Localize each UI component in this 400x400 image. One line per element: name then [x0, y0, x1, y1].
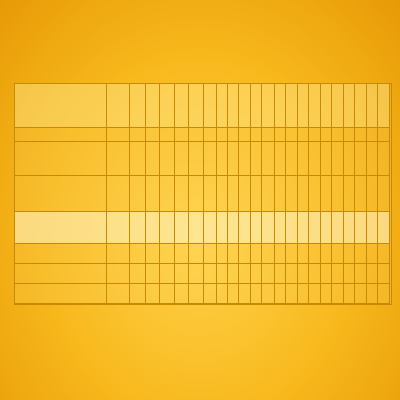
table-cell	[160, 176, 175, 212]
header-cell	[343, 84, 354, 128]
table-cell	[355, 244, 366, 264]
table-cell	[297, 212, 308, 244]
table-cell	[145, 142, 160, 176]
header-cell	[106, 84, 129, 128]
table-cell	[286, 264, 297, 284]
header-cell	[239, 84, 250, 128]
table-cell	[320, 176, 331, 212]
table-cell	[297, 176, 308, 212]
table-cell	[274, 284, 285, 304]
header-cell	[262, 84, 275, 128]
table-cell	[203, 284, 216, 304]
table-cell	[160, 244, 175, 264]
header-cell	[332, 84, 343, 128]
table-cell	[297, 244, 308, 264]
table-cell	[286, 244, 297, 264]
table-cell	[228, 142, 239, 176]
table-cell	[378, 244, 390, 264]
table-cell	[262, 244, 275, 264]
row-label	[15, 284, 107, 304]
table-cell	[174, 176, 189, 212]
table-cell	[378, 264, 390, 284]
table-cell	[189, 264, 204, 284]
table-cell	[262, 128, 275, 142]
table-cell	[129, 176, 145, 212]
table-cell	[262, 142, 275, 176]
table-cell	[309, 176, 320, 212]
table-cell	[174, 264, 189, 284]
table-cell	[239, 264, 250, 284]
row-label	[15, 176, 107, 212]
table-cell	[274, 212, 285, 244]
table-cell	[366, 128, 377, 142]
table-cell	[228, 128, 239, 142]
nutrition-table	[14, 83, 390, 304]
footnotes	[14, 305, 390, 319]
table-cell	[250, 212, 261, 244]
table-cell	[343, 128, 354, 142]
table-cell	[343, 142, 354, 176]
table-row	[15, 264, 390, 284]
table-cell	[250, 142, 261, 176]
table-cell	[160, 212, 175, 244]
table-cell	[274, 244, 285, 264]
table-cell	[355, 212, 366, 244]
table-cell	[216, 212, 227, 244]
table-cell	[106, 128, 129, 142]
header-cell	[320, 84, 331, 128]
table-cell	[378, 176, 390, 212]
table-cell	[189, 128, 204, 142]
table-cell	[239, 128, 250, 142]
table-cell	[203, 176, 216, 212]
table-cell	[160, 128, 175, 142]
table-cell	[228, 212, 239, 244]
table-cell	[366, 284, 377, 304]
table-cell	[228, 284, 239, 304]
table-cell	[309, 284, 320, 304]
table-cell	[343, 284, 354, 304]
table-cell	[320, 284, 331, 304]
table-row	[15, 176, 390, 212]
table-cell	[129, 128, 145, 142]
table-cell	[160, 142, 175, 176]
table-cell	[216, 142, 227, 176]
header-cell	[174, 84, 189, 128]
table-cell	[129, 244, 145, 264]
table-cell	[378, 128, 390, 142]
table-cell	[203, 128, 216, 142]
header-cell	[309, 84, 320, 128]
table-cell	[332, 128, 343, 142]
table-cell	[129, 284, 145, 304]
table-cell	[203, 264, 216, 284]
table-cell	[297, 128, 308, 142]
row-label	[15, 128, 107, 142]
row-label	[15, 244, 107, 264]
table-cell	[189, 142, 204, 176]
table-cell	[332, 212, 343, 244]
table-cell	[216, 264, 227, 284]
header-cell	[15, 84, 107, 128]
table-cell	[250, 176, 261, 212]
table-cell	[366, 142, 377, 176]
table-cell	[160, 264, 175, 284]
table-cell	[228, 244, 239, 264]
table-cell	[174, 212, 189, 244]
header-cell	[145, 84, 160, 128]
table-cell	[145, 128, 160, 142]
table-cell	[355, 142, 366, 176]
row-label	[15, 264, 107, 284]
table-cell	[320, 244, 331, 264]
table-row	[15, 244, 390, 264]
table-cell	[297, 264, 308, 284]
table-cell	[343, 176, 354, 212]
table-cell	[309, 142, 320, 176]
table-cell	[203, 212, 216, 244]
table-cell	[145, 264, 160, 284]
header-cell	[216, 84, 227, 128]
row-label	[15, 212, 107, 244]
table-cell	[309, 244, 320, 264]
table-cell	[174, 142, 189, 176]
table-cell	[378, 142, 390, 176]
table-cell	[297, 142, 308, 176]
table-cell	[332, 142, 343, 176]
table-cell	[274, 264, 285, 284]
table-cell	[286, 142, 297, 176]
table-cell	[309, 128, 320, 142]
header-cell	[366, 84, 377, 128]
table-cell	[320, 212, 331, 244]
table-cell	[174, 244, 189, 264]
header-cell	[355, 84, 366, 128]
table-cell	[239, 142, 250, 176]
table-cell	[274, 128, 285, 142]
table-cell	[297, 284, 308, 304]
table-cell	[366, 176, 377, 212]
table-cell	[145, 212, 160, 244]
table-cell	[239, 176, 250, 212]
table-cell	[189, 284, 204, 304]
table-cell	[239, 212, 250, 244]
table-cell	[286, 128, 297, 142]
table-cell	[216, 176, 227, 212]
table-cell	[239, 284, 250, 304]
table-cell	[216, 244, 227, 264]
table-cell	[106, 142, 129, 176]
table-cell	[216, 284, 227, 304]
header-cell	[189, 84, 204, 128]
header-cell	[378, 84, 390, 128]
table-cell	[343, 264, 354, 284]
table-cell	[286, 212, 297, 244]
table-cell	[106, 244, 129, 264]
header-cell	[286, 84, 297, 128]
table-cell	[160, 284, 175, 304]
table-cell	[129, 142, 145, 176]
header-cell	[297, 84, 308, 128]
table-row	[15, 284, 390, 304]
table-cell	[343, 212, 354, 244]
table-cell	[228, 264, 239, 284]
table-cell	[320, 264, 331, 284]
table-cell	[343, 244, 354, 264]
table-cell	[332, 284, 343, 304]
table-cell	[355, 264, 366, 284]
table-cell	[262, 284, 275, 304]
table-cell	[145, 176, 160, 212]
table-row	[15, 212, 390, 244]
table-cell	[174, 128, 189, 142]
table-row	[15, 142, 390, 176]
header-cell	[203, 84, 216, 128]
table-cell	[378, 284, 390, 304]
table-cell	[239, 244, 250, 264]
table-cell	[106, 264, 129, 284]
table-cell	[320, 142, 331, 176]
table-cell	[129, 212, 145, 244]
table-cell	[262, 176, 275, 212]
table-cell	[203, 142, 216, 176]
table-cell	[309, 212, 320, 244]
row-label	[15, 142, 107, 176]
table-cell	[189, 176, 204, 212]
header-cell	[160, 84, 175, 128]
table-cell	[320, 128, 331, 142]
table-cell	[332, 176, 343, 212]
table-cell	[366, 212, 377, 244]
table-cell	[262, 212, 275, 244]
table-cell	[145, 244, 160, 264]
table-cell	[286, 284, 297, 304]
table-cell	[145, 284, 160, 304]
table-cell	[174, 284, 189, 304]
table-cell	[355, 284, 366, 304]
table-cell	[366, 264, 377, 284]
table-cell	[274, 142, 285, 176]
table-cell	[250, 244, 261, 264]
table-cell	[106, 212, 129, 244]
table-cell	[286, 176, 297, 212]
table-cell	[274, 176, 285, 212]
table-cell	[262, 264, 275, 284]
table-header-row	[15, 84, 390, 128]
table-cell	[189, 212, 204, 244]
table-row	[15, 128, 390, 142]
table-cell	[309, 264, 320, 284]
table-cell	[106, 284, 129, 304]
table-cell	[228, 176, 239, 212]
table-cell	[355, 176, 366, 212]
header-cell	[228, 84, 239, 128]
table-cell	[129, 264, 145, 284]
table-cell	[332, 244, 343, 264]
table-cell	[355, 128, 366, 142]
table-cell	[250, 284, 261, 304]
table-cell	[332, 264, 343, 284]
table-cell	[189, 244, 204, 264]
header-cell	[274, 84, 285, 128]
table-cell	[250, 128, 261, 142]
table-cell	[366, 244, 377, 264]
table-cell	[216, 128, 227, 142]
table-cell	[106, 176, 129, 212]
header-cell	[129, 84, 145, 128]
table-cell	[250, 264, 261, 284]
table-cell	[203, 244, 216, 264]
table-cell	[378, 212, 390, 244]
header-cell	[250, 84, 261, 128]
